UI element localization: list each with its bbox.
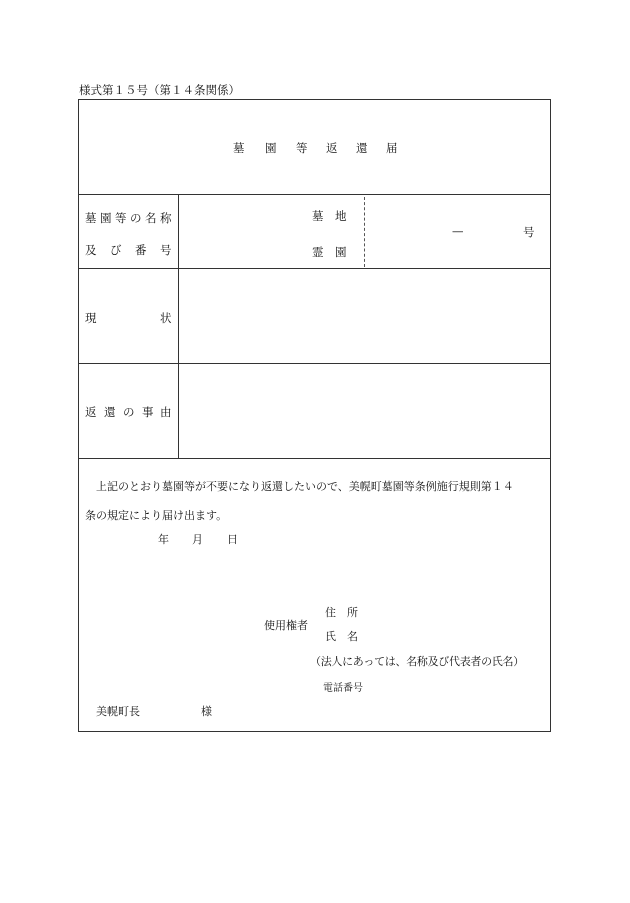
honorific: 様 — [201, 705, 212, 718]
label-char: 還 — [104, 405, 116, 419]
date-month: 月 — [192, 533, 203, 546]
label-char: の — [130, 211, 142, 225]
address-label-char: 住 — [325, 606, 336, 619]
rule-title-bottom — [78, 194, 551, 195]
type-char: 地 — [335, 209, 347, 223]
type-char: 墓 — [312, 209, 324, 223]
rule-reason-bottom — [78, 458, 551, 459]
title-char: 返 — [326, 141, 338, 155]
label-char: び — [110, 243, 122, 257]
label-char: 名 — [145, 211, 157, 225]
label-char: 等 — [115, 211, 127, 225]
date-year: 年 — [158, 533, 169, 546]
applicant-role: 使用権者 — [264, 619, 308, 632]
title-char: 園 — [265, 141, 277, 155]
plot-number-suffix: 号 — [523, 225, 535, 239]
label-char: 号 — [160, 243, 172, 257]
corporate-note: （法人にあっては、名称及び代表者の氏名） — [310, 655, 524, 668]
status-field[interactable] — [179, 269, 550, 362]
title-char: 還 — [356, 141, 368, 155]
type-char: 霊 — [312, 245, 324, 259]
rule-number-divider — [364, 197, 365, 267]
name-label-char: 名 — [347, 630, 358, 643]
label-char: 番 — [135, 243, 147, 257]
title-char: 等 — [296, 141, 308, 155]
title-char: 墓 — [233, 141, 245, 155]
label-char: 返 — [85, 405, 97, 419]
phone-label: 電話番号 — [323, 683, 363, 694]
label-char: 称 — [160, 211, 172, 225]
label-char: 事 — [142, 405, 154, 419]
type-char: 園 — [335, 245, 347, 259]
label-char: の — [123, 405, 135, 419]
label-char: 園 — [100, 211, 112, 225]
label-char: 墓 — [85, 211, 97, 225]
label-char: 由 — [160, 405, 172, 419]
title-char: 届 — [386, 141, 398, 155]
date-day: 日 — [227, 533, 238, 546]
reason-field[interactable] — [179, 364, 550, 457]
addressee: 美幌町長 — [96, 705, 140, 718]
statement-line-2: 条の規定により届け出ます。 — [85, 509, 228, 522]
form-number: 様式第１５号（第１４条関係） — [79, 83, 240, 97]
label-char: 現 — [85, 311, 97, 325]
label-char: 及 — [85, 243, 97, 257]
address-label-char: 所 — [347, 606, 358, 619]
statement-line-1: 上記のとおり墓園等が不要になり返還したいので、美幌町墓園等条例施行規則第１４ — [96, 480, 514, 493]
label-char: 状 — [160, 311, 172, 325]
name-label-char: 氏 — [325, 630, 336, 643]
plot-number-dash: — — [452, 224, 464, 238]
